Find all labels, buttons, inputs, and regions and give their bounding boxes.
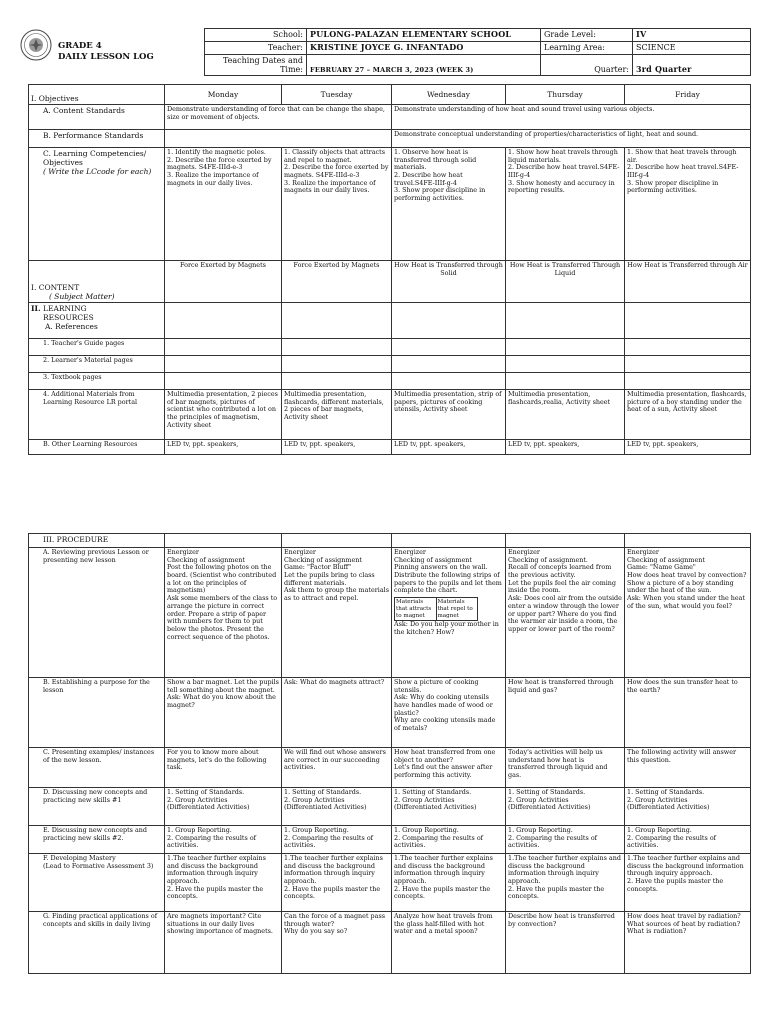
proc-head-monday <box>165 534 282 548</box>
mastery-friday: 1.The teacher further explains and discuss the background information through inquiry approach. 2. Have the pupils master the concepts. <box>625 854 751 912</box>
header-table <box>204 28 751 76</box>
mastery-thursday: 1.The teacher further explains and discuss the background information through inquiry approach. 2. Have the pupils master the concepts. <box>506 854 625 912</box>
examples-wednesday: How heat transferred from one object to another? Let's find out the answer after performing this activity. <box>392 748 506 788</box>
review-wednesday-ask: Ask: Do you help your mother in the kitchen? How? <box>394 620 499 636</box>
topic-tuesday: Force Exerted by Magnets <box>282 261 392 303</box>
discussing-1-thursday: 1. Setting of Standards. 2. Group Activities (Differentiated Activities) <box>506 788 625 826</box>
purpose-thursday: How heat is transferred through liquid and gas? <box>506 678 625 748</box>
purpose-friday: How does the sun transfer heat to the earth? <box>625 678 751 748</box>
applications-monday: Are magnets important? Cite situations in our daily lives showing importance of magnets. <box>165 912 282 974</box>
applications-thursday: Describe how heat is transferred by convection? <box>506 912 625 974</box>
mastery-tuesday: 1.The teacher further explains and discuss the background information through inquiry approach. 2. Have the pupils master the concepts. <box>282 854 392 912</box>
applications-tuesday: Can the force of a magnet pass through water? Why do you say so? <box>282 912 392 974</box>
applications-friday: How does heat travel by radiation? What sources of heat by radiation? What is radiation? <box>625 912 751 974</box>
lm-thursday <box>506 356 625 373</box>
examples-monday: For you to know more about magnets, let's do the following task. <box>165 748 282 788</box>
review-tuesday: Energizer Checking of assignment Game: "Factor Bluff" Let the pupils bring to class different materials. Ask them to group the materials as to attract and repel. <box>282 548 392 678</box>
day-thursday: Thursday <box>506 85 625 105</box>
discussing-2-monday: 1. Group Reporting. 2. Comparing the results of activities. <box>165 826 282 854</box>
chart-repel-header: Materials that repel to magnet <box>436 598 478 621</box>
examples-tuesday: We will find out whose answers are correct in our succeeding activities. <box>282 748 392 788</box>
tg-tuesday <box>282 339 392 356</box>
day-friday: Friday <box>625 85 751 105</box>
dates-label-line1: Teaching Dates and <box>222 56 303 65</box>
discussing-2-tuesday: 1. Group Reporting. 2. Comparing the results of activities. <box>282 826 392 854</box>
resources-monday <box>165 303 282 339</box>
dates-label-line2: Time: <box>280 65 303 75</box>
grade-level-label: Grade Level: <box>541 29 633 42</box>
materials-tuesday: Multimedia presentation, flashcards, different materials, 2 pieces of bar magnets, Activity sheet <box>282 390 392 440</box>
discussing-2-wednesday: 1. Group Reporting. 2. Comparing the results of activities. <box>392 826 506 854</box>
discussing-1-label: D. Discussing new concepts and practicing new skills #1 <box>29 788 165 826</box>
teacher-value: KRISTINE JOYCE G. INFANTADO <box>307 42 541 55</box>
proc-head-friday <box>625 534 751 548</box>
resources-tuesday <box>282 303 392 339</box>
chart-attract-header: Materials that attracts to magnet <box>395 598 437 621</box>
other-resources-label: B. Other Learning Resources <box>29 440 165 455</box>
resources-title: LEARNING RESOURCES <box>43 304 94 322</box>
lm-wednesday <box>392 356 506 373</box>
materials-monday: Multimedia presentation, 2 pieces of bar magnets, pictures of scientist who contributed a lot on the principles of magnetism, Activity sheet <box>165 390 282 440</box>
dates-value: FEBRUARY 27 – MARCH 3, 2023 (WEEK 3) <box>307 55 541 76</box>
deped-seal-logo <box>20 29 52 61</box>
other-monday: LED tv, ppt. speakers, <box>165 440 282 455</box>
review-monday: Energizer Checking of assignment Post the following photos on the board. (Scientist who contributed a lot on the principles of magnetism) Ask some members of the class to arrange the picture in correct order. Prepare a strip of paper with numbers for them to put below the photos. Present the correct sequence of the photos. <box>165 548 282 678</box>
tg-monday <box>165 339 282 356</box>
log-title: DAILY LESSON LOG <box>58 51 154 62</box>
tb-tuesday <box>282 373 392 390</box>
quarter-label: Quarter: <box>541 55 633 76</box>
materials-wednesday: Multimedia presentation, strip of papers, pictures of cooking utensils, Activity sheet <box>392 390 506 440</box>
tb-monday <box>165 373 282 390</box>
competency-tuesday: 1. Classify objects that attracts and repel to magnet. 2. Describe the force exerted by magnets. S4FE-IIId-e-3 3. Realize the importance of magnets in our daily lives. <box>282 148 392 261</box>
grade-title: GRADE 4 <box>58 41 102 51</box>
content-label <box>29 261 165 303</box>
additional-materials-label: 4. Additional Materials from Learning Resource LR portal <box>29 390 165 440</box>
objectives-heading: I. Objectives <box>29 85 165 105</box>
purpose-tuesday: Ask: What do magnets attract? <box>282 678 392 748</box>
purpose-label: B. Establishing a purpose for the lesson <box>29 678 165 748</box>
review-thursday: Energizer Checking of assignment. Recall of concepts learned from the previous activity. Let the pupils feel the air coming inside the room. Ask: Does cool air from the outside enter a window through the lower or upper part? Where do you find the warmer air inside a room, the upper or lower part of the room? <box>506 548 625 678</box>
learning-area-value: SCIENCE <box>633 42 751 55</box>
topic-monday: Force Exerted by Magnets <box>165 261 282 303</box>
discussing-2-label: E. Discussing new concepts and practicing new skills #2. <box>29 826 165 854</box>
competencies-title: C. Learning Competencies/ Objectives <box>43 149 147 167</box>
purpose-monday: Show a bar magnet. Let the pupils tell something about the magnet. Ask: What do you know about the magnet? <box>165 678 282 748</box>
materials-thursday: Multimedia presentation, flashcards,realia, Activity sheet <box>506 390 625 440</box>
references-label: A. References <box>45 322 98 331</box>
quarter-value: 3rd Quarter <box>633 55 751 76</box>
materials-friday: Multimedia presentation, flashcards, picture of a boy standing under the heat of a sun, Activity sheet <box>625 390 751 440</box>
performance-standards-label: B. Performance Standards <box>29 130 165 148</box>
competency-wednesday: 1. Observe how heat is transferred through solid materials. 2. Describe how heat travel.S4FE-IIIf-g-4 3. Show proper discipline in performing activities. <box>392 148 506 261</box>
competencies-label <box>29 148 165 261</box>
applications-wednesday: Analyze how heat travels from the glass half-filled with hot water and a metal spoon? <box>392 912 506 974</box>
learning-resources-label <box>29 303 165 339</box>
learners-material-label: 2. Learner's Material pages <box>29 356 165 373</box>
proc-head-tuesday <box>282 534 392 548</box>
tb-friday <box>625 373 751 390</box>
mastery-wednesday: 1.The teacher further explains and discuss the background information through inquiry approach. 2. Have the pupils master the concepts. <box>392 854 506 912</box>
day-monday: Monday <box>165 85 282 105</box>
discussing-2-friday: 1. Group Reporting. 2. Comparing the results of activities. <box>625 826 751 854</box>
review-wednesday-text: Energizer Checking of assignment Pinning answers on the wall. Distribute the following strips of papers to the pupils and let them complete the chart. <box>394 548 502 595</box>
content-subtitle: ( Subject Matter) <box>49 292 115 301</box>
examples-friday: The following activity will answer this question. <box>625 748 751 788</box>
other-wednesday: LED tv, ppt. speakers, <box>392 440 506 455</box>
discussing-1-monday: 1. Setting of Standards. 2. Group Activities (Differentiated Activities) <box>165 788 282 826</box>
document-title <box>58 41 154 62</box>
competency-thursday: 1. Show how heat travels through liquid materials. 2. Describe how heat travel.S4FE-IIIf-g-4 3. Show honesty and accuracy in reporting results. <box>506 148 625 261</box>
topic-wednesday: How Heat is Transferred through Solid <box>392 261 506 303</box>
applications-label: G. Finding practical applications of concepts and skills in daily living <box>29 912 165 974</box>
other-thursday: LED tv, ppt. speakers, <box>506 440 625 455</box>
attract-repel-chart <box>394 597 478 621</box>
lm-friday <box>625 356 751 373</box>
discussing-1-friday: 1. Setting of Standards. 2. Group Activities (Differentiated Activities) <box>625 788 751 826</box>
procedure-table <box>28 533 751 974</box>
proc-head-wednesday <box>392 534 506 548</box>
resources-thursday <box>506 303 625 339</box>
mastery-monday: 1.The teacher further explains and discuss the background information through inquiry approach. 2. Have the pupils master the concepts. <box>165 854 282 912</box>
objectives-table <box>28 84 751 455</box>
textbook-pages-label: 3. Textbook pages <box>29 373 165 390</box>
day-tuesday: Tuesday <box>282 85 392 105</box>
discussing-1-wednesday: 1. Setting of Standards. 2. Group Activities (Differentiated Activities) <box>392 788 506 826</box>
content-standards-label: A. Content Standards <box>29 105 165 130</box>
teachers-guide-label: 1. Teacher's Guide pages <box>29 339 165 356</box>
tb-thursday <box>506 373 625 390</box>
learning-area-label: Learning Area: <box>541 42 633 55</box>
resources-number: II. <box>31 304 41 313</box>
performance-standards-mon-tue <box>165 130 392 148</box>
tg-friday <box>625 339 751 356</box>
dates-label <box>205 55 307 76</box>
mastery-label: F. Developing Mastery (Lead to Formative Assessment 3) <box>29 854 165 912</box>
competencies-subtitle: ( Write the LCcode for each) <box>43 167 152 176</box>
review-wednesday <box>392 548 506 678</box>
content-title: I. CONTENT <box>31 283 80 292</box>
school-value: PULONG-PALAZAN ELEMENTARY SCHOOL <box>307 29 541 42</box>
tg-thursday <box>506 339 625 356</box>
resources-friday <box>625 303 751 339</box>
content-standards-wed-fri: Demonstrate understanding of how heat and sound travel using various objects. <box>392 105 751 130</box>
review-friday: Energizer Checking of assignment Game: "Name Game" How does heat travel by convection? Show a picture of a boy standing under the heat of the sun. Ask: When you stand under the heat of the sun, what would you feel? <box>625 548 751 678</box>
examples-thursday: Today's activities will help us understand how heat is transferred through liquid and gas. <box>506 748 625 788</box>
procedure-heading: III. PROCEDURE <box>29 534 165 548</box>
tg-wednesday <box>392 339 506 356</box>
competency-friday: 1. Show that heat travels through air. 2. Describe how heat travel.S4FE-IIIf-g-4 3. Show proper discipline in performing activities. <box>625 148 751 261</box>
other-tuesday: LED tv, ppt. speakers, <box>282 440 392 455</box>
topic-friday: How Heat is Transferred through Air <box>625 261 751 303</box>
teacher-label: Teacher: <box>205 42 307 55</box>
topic-thursday: How Heat is Transferred Through Liquid <box>506 261 625 303</box>
examples-label: C. Presenting examples/ instances of the new lesson. <box>29 748 165 788</box>
resources-wednesday <box>392 303 506 339</box>
school-label: School: <box>205 29 307 42</box>
discussing-1-tuesday: 1. Setting of Standards. 2. Group Activities (Differentiated Activities) <box>282 788 392 826</box>
tb-wednesday <box>392 373 506 390</box>
grade-level-value: IV <box>633 29 751 42</box>
proc-head-thursday <box>506 534 625 548</box>
lm-tuesday <box>282 356 392 373</box>
competency-monday: 1. Identify the magnetic poles. 2. Describe the force exerted by magnets. S4FE-IIId-e-3 3. Realize the importance of magnets in our daily lives. <box>165 148 282 261</box>
content-standards-mon-tue: Demonstrate understanding of force that can be change the shape, size or movement of objects. <box>165 105 392 130</box>
other-friday: LED tv, ppt. speakers, <box>625 440 751 455</box>
purpose-wednesday: Show a picture of cooking utensils. Ask: Why do cooking utensils have handles made of wood or plastic? Why are cooking utensils made of metals? <box>392 678 506 748</box>
lm-monday <box>165 356 282 373</box>
discussing-2-thursday: 1. Group Reporting. 2. Comparing the results of activities. <box>506 826 625 854</box>
performance-standards-wed-fri: Demonstrate conceptual understanding of properties/characteristics of light, heat and sound. <box>392 130 751 148</box>
review-lesson-label: A. Reviewing previous Lesson or presenting new lesson <box>29 548 165 678</box>
day-wednesday: Wednesday <box>392 85 506 105</box>
